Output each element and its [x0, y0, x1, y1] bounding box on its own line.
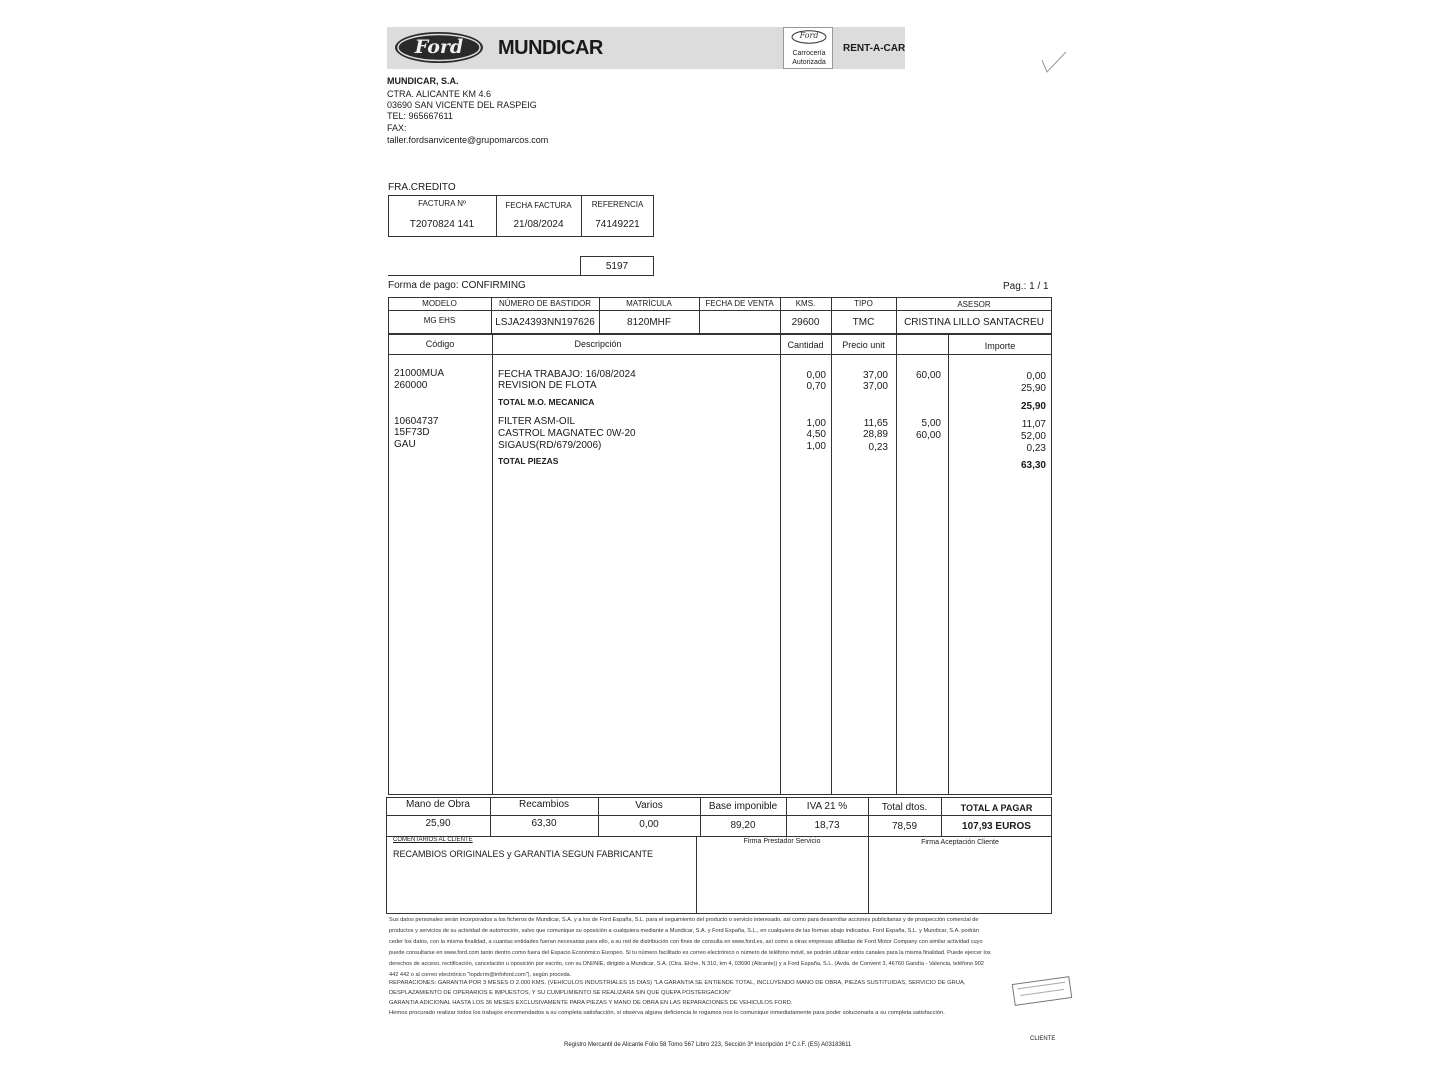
check-mark-icon: [1040, 48, 1068, 76]
vehicle-modelo: MG EHS: [423, 316, 456, 325]
line-5-cantidad: 1,00: [806, 441, 826, 452]
vehicle-header-modelo: MODELO: [422, 299, 457, 308]
totals-base: 89,20: [730, 820, 756, 831]
totals-header-dtos: Total dtos.: [881, 802, 928, 813]
line-2-codigo: 260000: [394, 380, 428, 391]
line-5-importe: 0,23: [1026, 443, 1046, 454]
totals-iva: 18,73: [814, 820, 840, 831]
totals-header-base: Base imponible: [708, 801, 778, 812]
line-3-importe: 11,07: [1021, 419, 1046, 430]
line-4-precio: 28,89: [862, 429, 888, 440]
totals-varios: 0,00: [639, 819, 659, 830]
line-4-codigo: 15F73D: [394, 427, 430, 438]
total-mo-label: TOTAL M.O. MECANICA: [498, 397, 595, 407]
vehicle-header-fecha-venta: FECHA DE VENTA: [705, 299, 774, 308]
page-number: Pag.: 1 / 1: [1003, 281, 1049, 292]
comments-label: COMENTARIOS AL CLIENTE: [393, 837, 473, 843]
brand-name: MUNDICAR: [498, 37, 603, 59]
invoice-type: FRA.CREDITO: [388, 182, 456, 193]
warranty-line: DESPLAZAMIENTO DE OPERARIOS E IMPUESTOS, Y SU CUMPLIMIENTO SE REALIZARA SIN QUE QUEPA POSTERGACION": [389, 990, 731, 996]
vehicle-header-tipo: TIPO: [854, 299, 873, 308]
company-tel: TEL: 965667611: [387, 111, 453, 121]
totals-mano-obra: 25,90: [425, 818, 451, 829]
firma-cliente-label: Firma Aceptación Cliente: [921, 839, 999, 846]
ford-small-logo-text: Ford: [799, 31, 819, 40]
cliente-label: CLIENTE: [1030, 1036, 1056, 1042]
payment-method: Forma de pago: CONFIRMING: [388, 280, 526, 291]
totals-dtos: 78,59: [891, 821, 918, 832]
line-2-precio: 37,00: [862, 381, 888, 392]
invoice-date: 21/08/2024: [513, 219, 564, 230]
line-1-precio: 37,00: [862, 370, 888, 381]
lines-header-codigo: Código: [425, 339, 455, 349]
total-piezas-label: TOTAL PIEZAS: [498, 456, 559, 466]
vehicle-tipo: TMC: [852, 317, 875, 328]
invoice-reference-header: REFERENCIA: [591, 200, 644, 209]
lines-header-importe: Importe: [984, 341, 1016, 351]
carroceria-label: Carrocería Autorizada: [792, 50, 826, 66]
warranty-line: GARANTIA ADICIONAL HASTA LOS 36 MESES EXCLUSIVAMENTE PARA PIEZAS Y MANO DE OBRA EN LAS REPARACIONES DE VEHICULOS FORD.: [389, 1000, 793, 1006]
line-3-dto: 5,00: [921, 418, 941, 429]
company-address-1: CTRA. ALICANTE KM 4.6: [387, 89, 492, 99]
extra-code: 5197: [605, 261, 629, 272]
line-2-cantidad: 0,70: [806, 381, 826, 392]
total-mo-value: 25,90: [1020, 401, 1046, 412]
vehicle-bastidor: LSJA24393NN197626: [495, 317, 595, 328]
invoice-number: T2070824 141: [409, 219, 475, 230]
totals-header-varios: Varios: [635, 800, 663, 811]
company-address-2: 03690 SAN VICENTE DEL RASPEIG: [387, 100, 537, 110]
line-3-cantidad: 1,00: [806, 418, 826, 429]
vehicle-header-bastidor: NÚMERO DE BASTIDOR: [498, 299, 591, 308]
totals-header-recambios: Recambios: [518, 799, 570, 810]
company-email: taller.fordsanvicente@grupomarcos.com: [387, 135, 549, 145]
invoice-reference: 74149221: [595, 219, 640, 230]
totals-header-iva: IVA 21 %: [806, 801, 848, 812]
company-fax: FAX:: [387, 123, 407, 133]
line-5-codigo: GAU: [394, 439, 416, 450]
vehicle-header-matricula: MATRÍCULA: [626, 299, 672, 308]
total-piezas-value: 63,30: [1020, 460, 1046, 471]
line-4-descripcion: CASTROL MAGNATEC 0W-20: [498, 428, 636, 439]
privacy-notice: [389, 915, 1049, 981]
line-4-importe: 52,00: [1020, 431, 1046, 442]
vehicle-kms: 29600: [791, 317, 820, 328]
vehicle-header-kms: KMS.: [795, 299, 816, 308]
warranty-line: REPARACIONES: GARANTIA POR 3 MESES O 2.000 KMS. (VEHICULOS INDUSTRIALES 15 DIAS) "LA GARANTIA SE ENTIENDE TOTAL, INCLUYENDO MANO DE OBRA, PIEZAS SUSTITUIDAS, SERVICIO DE GRUA,: [389, 980, 966, 986]
comments-box: [386, 836, 1052, 914]
vehicle-matricula: 8120MHF: [627, 317, 671, 328]
line-3-precio: 11,65: [863, 418, 888, 429]
line-1-cantidad: 0,00: [806, 370, 826, 381]
ford-logo-text: Ford: [414, 36, 464, 58]
line-1-dto: 60,00: [915, 370, 941, 381]
privacy-line: ceder los datos, con la misma finalidad, a cuantas entidades fueran necesarias para ello, a su red de distribución con fines de consulta en www.ford.es, así como a otras empresas afiliadas de Ford Motor Company con similar actividad cuyo: [389, 939, 983, 945]
invoice-number-header: FACTURA Nº: [418, 199, 466, 208]
privacy-line: productos y servicios de su actividad de automoción, salvo que comunique su oposición a cualquiera mediante a Mundicar, S.A. y Ford España, S.L., en cualquiera de las formas abajo indicadas. Ford España, S.L. y Mundicar, S.A. podrán: [389, 928, 979, 934]
vehicle-header-asesor: ASESOR: [957, 300, 991, 309]
registro-mercantil: Registro Mercantil de Alicante Folio 58 Tomo 567 Libro 223, Sección 3ª Inscripción 1ª C.I.F. (ES) A03183611: [564, 1042, 852, 1048]
totals-header-total: TOTAL A PAGAR: [960, 803, 1033, 813]
privacy-line: 442 442 o al correo electrónico "lopdcrm@infoford.com"), según proceda.: [389, 972, 572, 978]
lines-header-cantidad: Cantidad: [787, 340, 824, 350]
line-5-precio: 0,23: [868, 442, 888, 453]
comments-text: RECAMBIOS ORIGINALES y GARANTIA SEGUN FABRICANTE: [393, 849, 654, 859]
line-3-descripcion: FILTER ASM-OIL: [498, 416, 576, 427]
line-1-importe: 0,00: [1026, 371, 1046, 382]
totals-header-mano-obra: Mano de Obra: [406, 799, 470, 810]
line-2-importe: 25,90: [1020, 383, 1046, 394]
totals-total-pagar: 107,93 EUROS: [962, 821, 1031, 832]
lines-header-descripcion: Descripción: [574, 339, 622, 349]
line-4-dto: 60,00: [915, 430, 941, 441]
company-name: MUNDICAR, S.A.: [387, 76, 459, 86]
warranty-line: Hemos procurado realizar todos los trabajos encomendados a su completa satisfacción, si observa alguna deficiencia le rogamos nos lo comunique inmediatamente para poder solucionarla a su completa satisfacción.: [389, 1010, 945, 1016]
warranty-notice: [389, 978, 1009, 1018]
rent-a-car-label: RENT-A-CAR: [843, 43, 906, 54]
line-5-descripcion: SIGAUS(RD/679/2006): [498, 440, 602, 451]
invoice-date-header: FECHA FACTURA: [505, 201, 572, 210]
totals-recambios: 63,30: [531, 818, 557, 829]
lines-header-precio: Precio unit: [842, 340, 885, 350]
privacy-line: Sus datos personales serán incorporados a los ficheros de Mundicar, S.A. y a los de Ford España, S.L. para el seguimiento del producto o servicio interesado, así como para desarrollar acciones publicitarias y de prospección comercial de: [389, 917, 979, 923]
line-1-descripcion: FECHA TRABAJO: 16/08/2024: [498, 369, 636, 380]
privacy-line: derechos de acceso, rectificación, cancelación u oposición por escrito, con su DNI/NIE, dirigido a Mundicar, S.A. (Ctra. Elche, N 310, km 4, 03690 (Alicante)) y a Ford España, S.L. (Avda. de Convent 3, 46760 Gandía - Valencia, teléfono 902: [389, 961, 984, 967]
privacy-line: puede consultarse en www.ford.com tanto dentro como fuera del Espacio Económico Europeo. Si tu número facilitado es correo electrónico o número de teléfono móvil, se podrán utilizar estos canales para la misma finalidad. Puede ejercer los: [389, 950, 991, 956]
firma-prestador-label: Firma Prestador Servicio: [743, 838, 821, 845]
line-2-descripcion: REVISION DE FLOTA: [498, 380, 597, 391]
line-4-cantidad: 4,50: [806, 429, 826, 440]
vehicle-asesor: CRISTINA LILLO SANTACREU: [904, 317, 1044, 328]
line-3-codigo: 10604737: [394, 416, 439, 427]
line-1-codigo: 21000MUA: [394, 368, 445, 379]
